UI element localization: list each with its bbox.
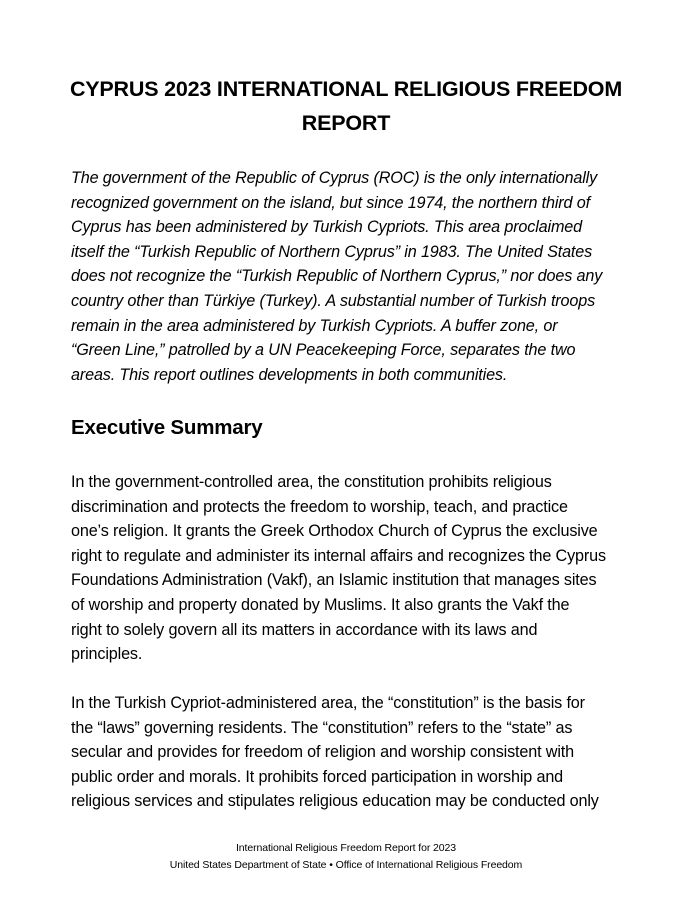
text-line: Foundations Administration (Vakf), an Islamic institution that manages sites bbox=[71, 571, 597, 590]
text-line: principles. bbox=[71, 645, 143, 664]
text-line: of worship and property donated by Muslims. It also grants the Vakf the bbox=[71, 595, 570, 614]
text-line: public order and morals. It prohibits forced participation in worship and bbox=[71, 767, 564, 786]
text-line: right to solely govern all its matters in accordance with its laws and bbox=[71, 620, 538, 639]
text-line: In the Turkish Cypriot-administered area, the “constitution” is the basis for bbox=[71, 694, 585, 712]
text-line: In the government-controlled area, the constitution prohibits religious bbox=[71, 473, 552, 491]
page-footer bbox=[0, 840, 692, 874]
text-line: right to regulate and administer its internal affairs and recognizes the Cyprus bbox=[71, 546, 606, 565]
page-title bbox=[40, 72, 652, 140]
title-line: CYPRUS 2023 INTERNATIONAL RELIGIOUS FREEDOM bbox=[69, 77, 623, 101]
text-line: discrimination and protects the freedom to worship, teach, and practice bbox=[71, 497, 568, 516]
text-line: the “laws” governing residents. The “constitution” refers to the “state” as bbox=[71, 718, 573, 737]
text-line: secular and provides for freedom of religion and worship consistent with bbox=[71, 743, 574, 762]
text-line: one’s religion. It grants the Greek Orthodox Church of Cyprus the exclusive bbox=[71, 522, 598, 541]
text-line: “Green Line,” patrolled by a UN Peacekeeping Force, separates the two bbox=[71, 341, 576, 360]
text-line: areas. This report outlines developments in both communities. bbox=[71, 365, 508, 384]
text-line: religious services and stipulates religious education may be conducted only bbox=[71, 792, 599, 811]
text-line: Cyprus has been administered by Turkish Cypriots. This area proclaimed bbox=[71, 218, 583, 237]
footer-report-title: International Religious Freedom Report for 2023 bbox=[235, 842, 456, 854]
text-line: recognized government on the island, but since 1974, the northern third of bbox=[71, 193, 590, 212]
footer-department: United States Department of State • Office of International Religious Freedom bbox=[169, 859, 523, 871]
text-line: does not recognize the “Turkish Republic of Northern Cyprus,” nor does any bbox=[71, 267, 603, 286]
text-line: remain in the area administered by Turkish Cypriots. A buffer zone, or bbox=[71, 316, 558, 335]
intro-paragraph bbox=[71, 166, 631, 387]
title-line: REPORT bbox=[301, 111, 391, 135]
text-line: country other than Türkiye (Turkey). A substantial number of Turkish troops bbox=[71, 291, 596, 310]
text-line: itself the “Turkish Republic of Northern Cyprus” in 1983. The United States bbox=[71, 242, 593, 261]
body-paragraph bbox=[71, 691, 631, 814]
body-paragraph bbox=[71, 470, 631, 667]
text-line: The government of the Republic of Cyprus (ROC) is the only internationally bbox=[71, 169, 598, 187]
section-heading-executive-summary: Executive Summary bbox=[71, 416, 263, 439]
